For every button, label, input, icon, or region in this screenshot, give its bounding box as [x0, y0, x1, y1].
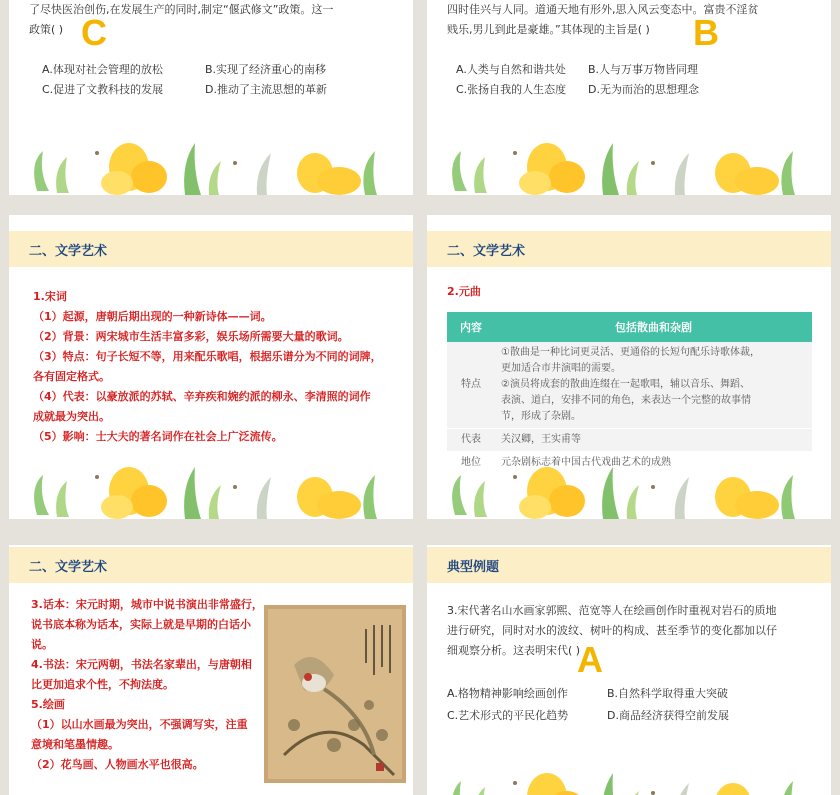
option-a: A.体现对社会管理的放松 [42, 63, 163, 76]
flower-decoration [9, 133, 413, 195]
question-line: 贱乐,男儿到此是豪雄。”其体现的主旨是( ) [447, 23, 650, 36]
content-line: 说书底本称为话本，实际上就是早期的白话小 [31, 618, 251, 631]
flower-decoration [9, 457, 413, 519]
content-line: （3）特点：句子长短不等，用来配乐歌唱，根据乐谱分为不同的词牌， [33, 350, 382, 363]
question-line: 3.宋代著名山水画家郭熙、范宽等人在绘画创作时重视对岩石的质地 [447, 604, 777, 617]
option-c: C.张扬自我的人生态度 [456, 83, 567, 96]
content-table [447, 312, 812, 475]
content-line: （4）代表：以豪放派的苏轼、辛弃疾和婉约派的柳永、李清照的词作 [33, 390, 371, 403]
content-line: （2）背景：两宋城市生活丰富多彩，娱乐场所需要大量的歌词。 [33, 330, 349, 343]
option-b: B.实现了经济重心的南移 [205, 63, 327, 76]
content-line: 3.话本：宋元时期，城市中说书演出非常盛行， [31, 598, 263, 611]
question-line: 政策( ) [29, 23, 64, 36]
content-line: 比更加追求个性，不拘法度。 [31, 678, 174, 691]
slide-1 [9, 0, 413, 195]
content-line: 4.书法：宋元两朝，书法名家辈出，与唐朝相 [31, 658, 252, 671]
content-line: 1.宋词 [33, 290, 67, 303]
content-line: 各有固定格式。 [33, 370, 110, 383]
content-line: 说。 [31, 638, 53, 651]
section-header [427, 547, 831, 583]
question-line: 进行研究，同时对水的波纹、树叶的构成、甚至季节的变化都加以仔 [447, 624, 777, 637]
section-header [9, 547, 413, 583]
question-text [447, 601, 817, 661]
content-line: 5.绘画 [31, 698, 65, 711]
slide-6 [427, 545, 831, 795]
option-c: C.促进了文教科技的发展 [42, 83, 164, 96]
slide-2 [427, 0, 831, 195]
flower-decoration [427, 133, 831, 195]
content-line: （2）花鸟画、人物画水平也很高。 [31, 758, 204, 771]
option-c: C.艺术形式的平民化趋势 [447, 709, 569, 722]
option-b: B.自然科学取得重大突破 [607, 687, 729, 700]
content-text [33, 287, 382, 447]
answer-letter: B [693, 12, 719, 53]
row-key: 地位 [447, 452, 495, 475]
table-header-row [447, 312, 812, 342]
slide-4 [427, 215, 831, 519]
row-key: 特点 [447, 342, 495, 429]
flower-decoration [427, 763, 831, 795]
subtitle: 2.元曲 [447, 285, 481, 298]
slide-5 [9, 545, 413, 795]
question-line: 了尽快医治创伤,在发展生产的同时,制定“偃武修文”政策。这一 [29, 3, 334, 16]
value-line: 节，形成了杂剧。 [501, 411, 581, 422]
option-a: A.人类与自然和谐共处 [456, 63, 566, 76]
question-line: 细观察分析。这表明宋代( ) [447, 644, 581, 657]
content-line: （1）以山水画最为突出，不强调写实，注重 [31, 718, 248, 731]
section-header [427, 231, 831, 267]
option-d: D.无为而治的思想理念 [588, 83, 699, 96]
section-title: 二、文学艺术 [29, 244, 108, 259]
section-title: 二、文学艺术 [447, 244, 526, 259]
section-title: 典型例题 [447, 560, 500, 575]
content-line: 成就最为突出。 [33, 410, 110, 423]
option-d: D.商品经济获得空前发展 [607, 709, 729, 722]
content-line: 意境和笔墨情趣。 [31, 738, 119, 751]
row-value [495, 342, 812, 429]
content-text [31, 595, 263, 775]
value-line: ②演员将成套的散曲连缀在一起歌唱，辅以音乐、舞蹈、 [501, 379, 750, 390]
table-row [447, 342, 812, 429]
content-line: （5）影响：士大夫的著名词作在社会上广泛流传。 [33, 430, 283, 443]
option-d: D.推动了主流思想的革新 [205, 83, 327, 96]
question-line: 四时佳兴与人同。道通天地有形外,思入风云变态中。富贵不淫贫 [447, 3, 759, 16]
value-line: ①散曲是一种比词更灵活、更通俗的长短句配乐诗歌体裁， [501, 347, 760, 358]
content-line: （1）起源，唐朝后期出现的一种新诗体——词。 [33, 310, 272, 323]
table-header-cell: 包括散曲和杂剧 [495, 312, 812, 342]
value-line: 元杂剧标志着中国古代戏曲艺术的成熟 [501, 457, 671, 468]
section-header [9, 231, 413, 267]
section-title: 二、文学艺术 [29, 560, 108, 575]
slide-3 [9, 215, 413, 519]
value-line: 关汉卿，王实甫等 [501, 434, 581, 445]
flower-decoration [427, 457, 831, 519]
row-key: 代表 [447, 429, 495, 452]
answer-letter: A [577, 639, 603, 680]
value-line: 表演、道白，安排不同的角色，来表达一个完整的故事情 [501, 395, 751, 406]
row-value [495, 429, 812, 452]
table-header-cell: 内容 [447, 312, 495, 342]
bird-painting-image [264, 605, 406, 783]
table-row [447, 429, 812, 452]
answer-letter: C [81, 12, 107, 53]
value-line: 更加适合市井演唱的需要。 [501, 363, 621, 374]
option-a: A.格物精神影响绘画创作 [447, 687, 568, 700]
question-text [447, 0, 817, 40]
option-b: B.人与万事万物皆同理 [588, 63, 699, 76]
